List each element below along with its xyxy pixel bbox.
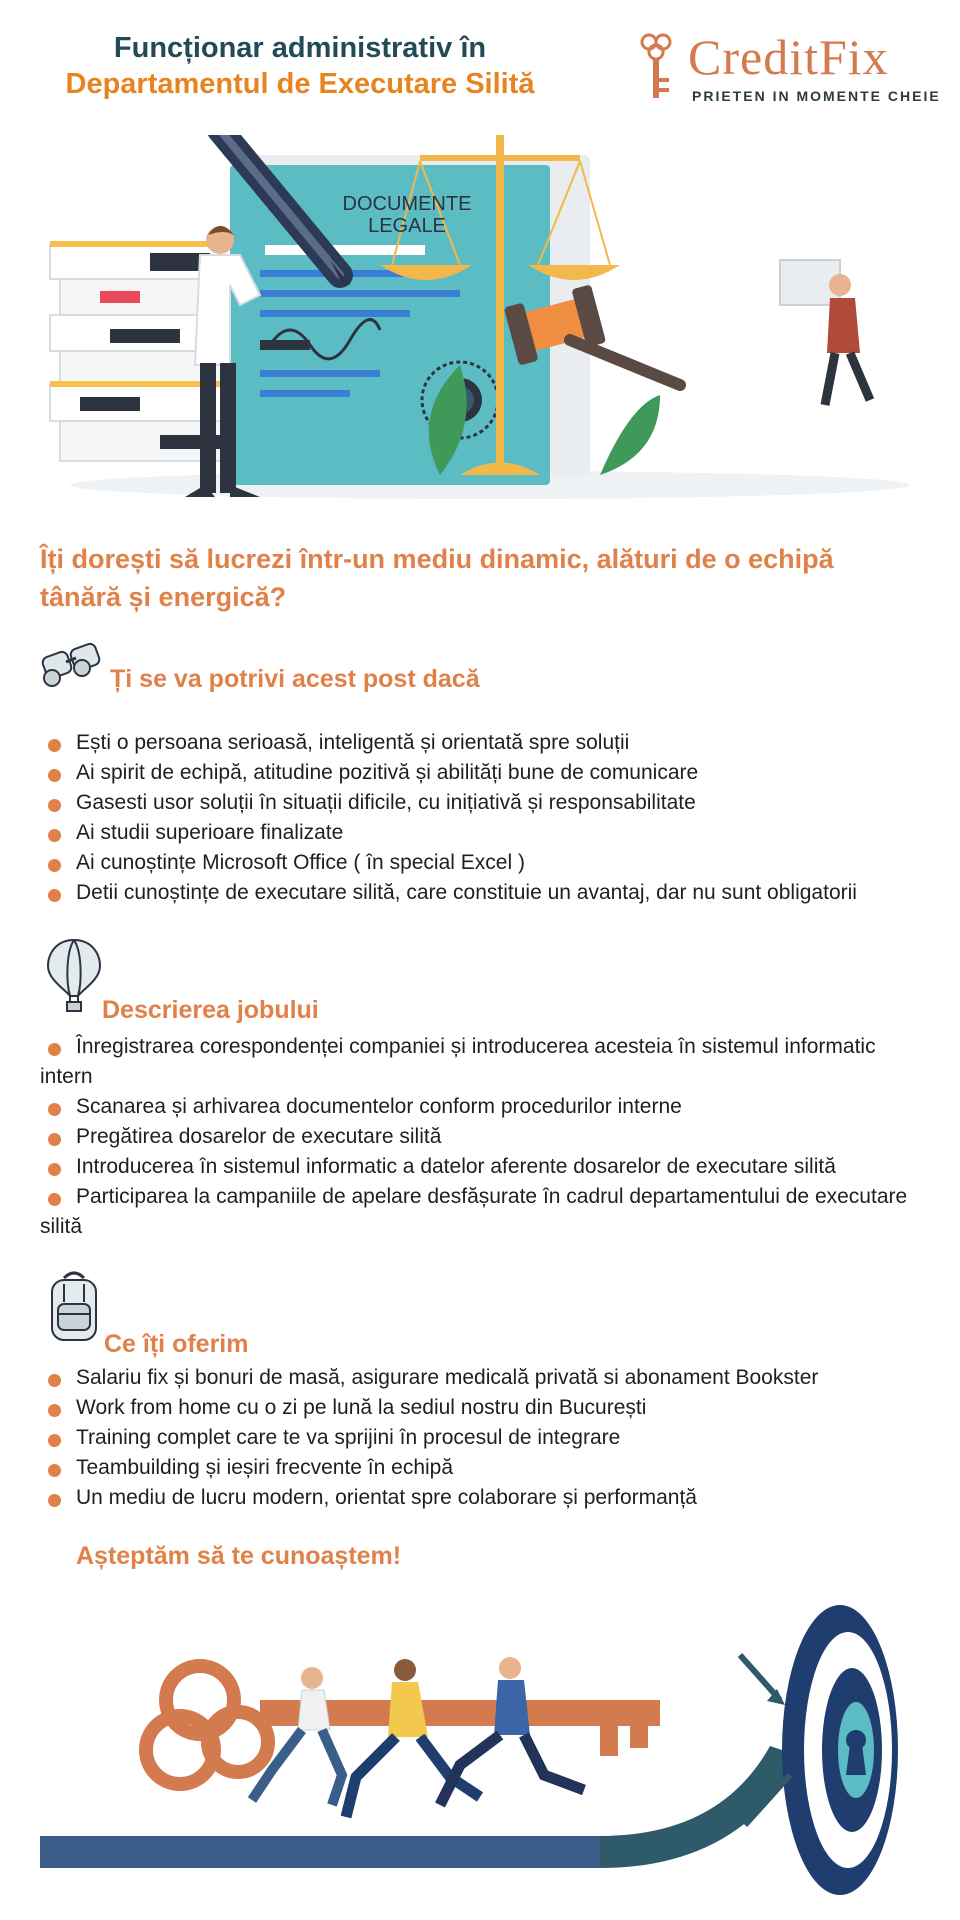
- list-item: Un mediu de lucru modern, orientat spre colaborare și performanță: [40, 1483, 940, 1513]
- list-item: Participarea la campaniile de apelare desfășurate în cadrul departamentului de executare silită: [40, 1185, 908, 1238]
- list-item: Work from home cu o zi pe lună la sediul nostru din București: [40, 1393, 940, 1423]
- list-item: Ai cunoștințe Microsoft Office ( în special Excel ): [40, 848, 940, 878]
- binoculars-icon: [40, 640, 106, 692]
- job-title-line2: Departamentul de Executare Silită: [65, 68, 535, 100]
- section-fit-list: [40, 728, 940, 908]
- bullet-icon: [48, 1494, 61, 1507]
- list-item: Pregătirea dosarelor de executare silită: [40, 1122, 920, 1152]
- list-item: Detii cunoștințe de executare silită, care constituie un avantaj, dar nu sunt obligatorii: [40, 878, 940, 908]
- logo-tagline: PRIETEN IN MOMENTE CHEIE: [692, 88, 941, 104]
- bullet-icon: [48, 889, 61, 902]
- runner-man-yellow: [346, 1659, 480, 1817]
- list-item: Training complet care te va sprijini în procesul de integrare: [40, 1423, 940, 1453]
- document-label-line1: DOCUMENTE: [342, 193, 472, 215]
- bullet-icon: [48, 1133, 61, 1146]
- key-logo-icon: [636, 32, 676, 104]
- team-key-illustration: [40, 1600, 940, 1900]
- man-carrying-papers: [780, 260, 870, 405]
- bullet-icon: [48, 859, 61, 872]
- bullet-icon: [48, 1374, 61, 1387]
- job-title-line1: Funcționar administrativ în: [113, 32, 487, 64]
- list-item: Introducerea în sistemul informatic a datelor aferente dosarelor de executare silită: [40, 1152, 920, 1182]
- keyhole-target: [782, 1605, 898, 1895]
- bullet-icon: [48, 1434, 61, 1447]
- list-item: Înregistrarea corespondenței companiei și introducerea acesteia în sistemul informatic intern: [40, 1035, 876, 1088]
- bullet-icon: [48, 1404, 61, 1417]
- list-item: Salariu fix și bonuri de masă, asigurare medicală privată si abonament Bookster: [40, 1363, 940, 1393]
- list-item: Ești o persoana serioasă, inteligentă și orientată spre soluții: [40, 728, 940, 758]
- bullet-icon: [48, 1103, 61, 1116]
- list-item: Gasesti usor soluții în situații dificile, cu inițiativă și responsabilitate: [40, 788, 940, 818]
- document-label-line2: LEGALE: [368, 215, 446, 237]
- bullet-icon: [48, 1464, 61, 1477]
- list-item: Scanarea și arhivarea documentelor conform procedurilor interne: [40, 1092, 920, 1122]
- bullet-icon: [48, 799, 61, 812]
- bullet-icon: [48, 1193, 61, 1206]
- bullet-icon: [48, 829, 61, 842]
- bullet-icon: [48, 1163, 61, 1176]
- section-job-list: [40, 1032, 920, 1242]
- bullet-icon: [48, 769, 61, 782]
- section-offer-title: Ce îți oferim: [104, 1330, 249, 1358]
- list-item: Teambuilding și ieșiri frecvente în echipă: [40, 1453, 940, 1483]
- document-label: [337, 193, 477, 237]
- section-job-title: Descrierea jobului: [102, 996, 319, 1024]
- legal-documents-illustration: [40, 135, 930, 505]
- bullet-icon: [48, 1043, 61, 1056]
- hot-air-balloon-icon: [46, 938, 102, 1012]
- list-item: Ai studii superioare finalizate: [40, 818, 940, 848]
- section-fit-title: Ți se va potrivi acest post dacă: [110, 665, 480, 693]
- closing-text: Așteptăm să te cunoaștem!: [76, 1542, 402, 1570]
- list-item: Ai spirit de echipă, atitudine pozitivă și abilități bune de comunicare: [40, 758, 940, 788]
- backpack-icon: [46, 1270, 102, 1344]
- logo-name: CreditFix: [688, 29, 889, 85]
- section-offer-list: [40, 1363, 940, 1513]
- intro-text: Îți dorești să lucrezi într-un mediu dinamic, alături de o echipă tânără și energică?: [40, 544, 834, 612]
- bullet-icon: [48, 739, 61, 752]
